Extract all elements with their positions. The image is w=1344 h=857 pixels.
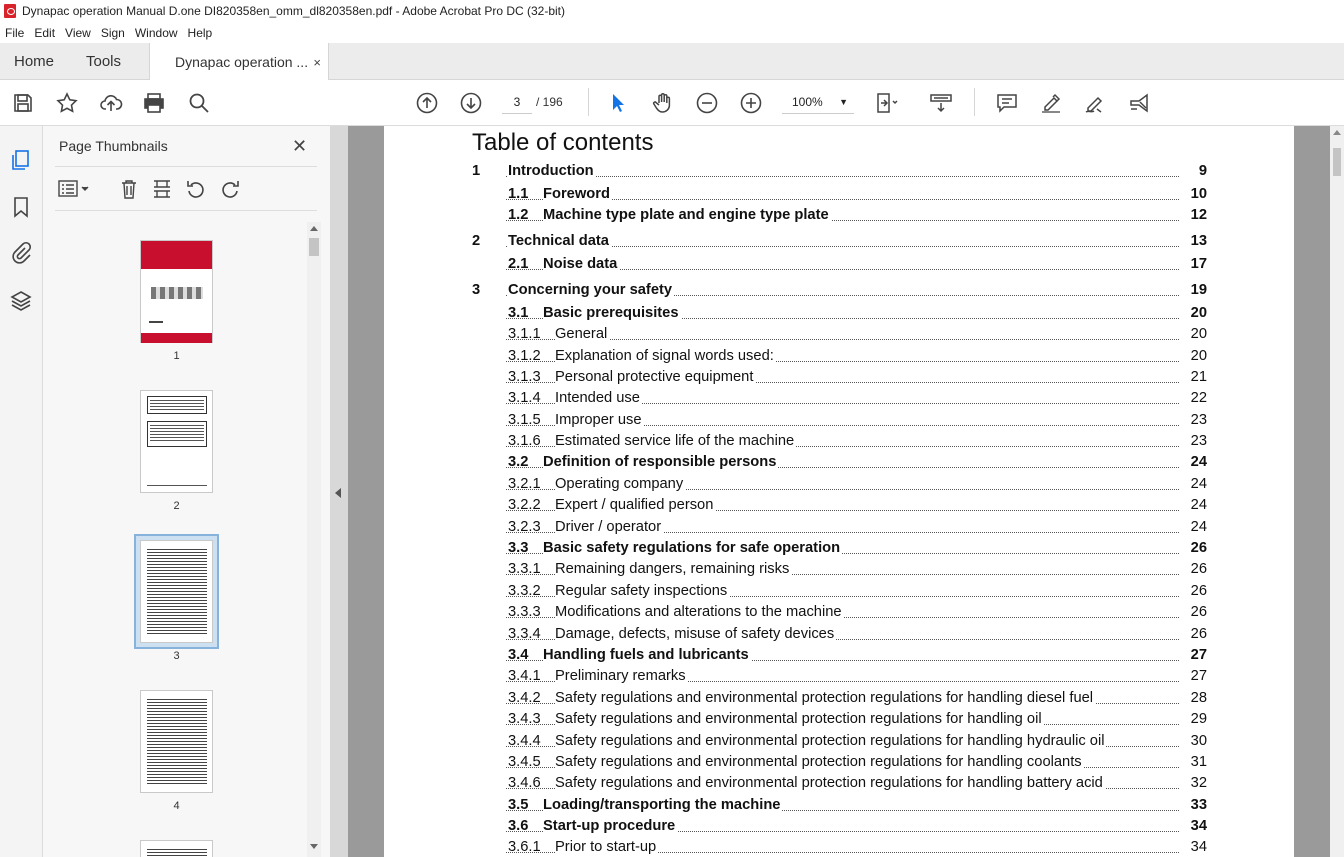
bookmarks-icon[interactable] bbox=[9, 195, 33, 219]
thumbnail-label: 2 bbox=[173, 500, 180, 512]
toc-entry-title: Basic prerequisites bbox=[543, 305, 679, 321]
select-pointer-icon[interactable] bbox=[606, 91, 630, 115]
thumbnail-scrollbar[interactable] bbox=[307, 222, 321, 857]
toc-entry[interactable] bbox=[384, 282, 1294, 302]
toc-entry[interactable] bbox=[384, 818, 1294, 838]
toc-entry-number: 3.2.3 bbox=[508, 519, 541, 535]
page-up-icon[interactable] bbox=[415, 91, 439, 115]
toc-entry[interactable] bbox=[384, 690, 1294, 710]
toc-entry-number: 3.4.6 bbox=[508, 775, 541, 791]
search-zoom-icon[interactable] bbox=[187, 91, 211, 115]
thumbnail-page-3[interactable] bbox=[140, 540, 213, 643]
navigation-rail bbox=[0, 126, 43, 857]
toc-entry[interactable] bbox=[384, 390, 1294, 410]
toc-entry-title: Regular safety inspections bbox=[555, 583, 728, 599]
upload-icon[interactable] bbox=[99, 91, 123, 115]
thumbnail-label: 1 bbox=[173, 350, 180, 362]
pdf-app-icon bbox=[4, 4, 16, 18]
toc-entry-page: 9 bbox=[1198, 163, 1207, 179]
document-scrollbar[interactable] bbox=[1330, 126, 1344, 857]
toc-entry[interactable] bbox=[384, 583, 1294, 603]
title-bar bbox=[0, 0, 1344, 22]
thumbnail-list bbox=[43, 224, 308, 857]
toc-entry-title: Remaining dangers, remaining risks bbox=[555, 561, 790, 577]
toc-entry-number: 1.1 bbox=[508, 186, 529, 202]
menu-sign[interactable]: Sign bbox=[100, 25, 125, 40]
toc-entry[interactable] bbox=[384, 668, 1294, 688]
toc-entry[interactable] bbox=[384, 305, 1294, 325]
thumbnail-label: 3 bbox=[173, 650, 180, 662]
toc-entry-number: 3.3.2 bbox=[508, 583, 541, 599]
scroll-up-icon[interactable] bbox=[310, 226, 318, 231]
toc-entry-page: 24 bbox=[1190, 476, 1207, 492]
menu-edit[interactable]: Edit bbox=[34, 25, 56, 40]
toc-entry-number: 3.4.4 bbox=[508, 733, 541, 749]
page-number-input[interactable]: 3 bbox=[502, 90, 532, 114]
toc-entry-title: Basic safety regulations for safe operation bbox=[543, 540, 841, 556]
thumbnail-page-4[interactable] bbox=[140, 690, 213, 793]
toc-entry-number: 3.2 bbox=[508, 454, 529, 470]
toc-entry-number: 3.2.2 bbox=[508, 497, 541, 513]
toc-entry[interactable] bbox=[384, 839, 1294, 857]
toc-entry-page: 34 bbox=[1190, 839, 1207, 855]
toc-entry[interactable] bbox=[384, 797, 1294, 817]
toc-entry-page: 24 bbox=[1190, 519, 1207, 535]
divider bbox=[55, 166, 317, 167]
toc-entry[interactable] bbox=[384, 561, 1294, 581]
tab-document-label: Dynapac operation ... bbox=[175, 54, 309, 70]
page-down-icon[interactable] bbox=[459, 91, 483, 115]
thumbnail-page-2[interactable] bbox=[140, 390, 213, 493]
toc-entry-number: 3 bbox=[472, 282, 481, 298]
toc-entry[interactable] bbox=[384, 497, 1294, 517]
toc-entry-title: Start-up procedure bbox=[543, 818, 676, 834]
toc-entry[interactable] bbox=[384, 540, 1294, 560]
toc-entry-title: Safety regulations and environmental protection regulations for handling diesel fuel bbox=[555, 690, 1094, 706]
toc-entry-title: Modifications and alterations to the machine bbox=[555, 604, 842, 620]
hand-icon[interactable] bbox=[651, 91, 675, 115]
thumbnail-options-icon[interactable] bbox=[57, 178, 93, 200]
toc-entry[interactable] bbox=[384, 256, 1294, 276]
toc-entry-page: 21 bbox=[1190, 369, 1207, 385]
toc-entry-page: 30 bbox=[1190, 733, 1207, 749]
page-thumbnails-icon[interactable] bbox=[9, 148, 33, 172]
toc-entry-title: Safety regulations and environmental protection regulations for handling coolants bbox=[555, 754, 1082, 770]
thumbnails-panel bbox=[43, 126, 330, 857]
toolbar-separator bbox=[588, 88, 589, 116]
toc-entry-title: Expert / qualified person bbox=[555, 497, 714, 513]
save-icon[interactable] bbox=[11, 91, 35, 115]
toc-entry-page: 23 bbox=[1190, 433, 1207, 449]
rotate-right-icon[interactable] bbox=[219, 178, 241, 200]
toc-entry-number: 3.1.2 bbox=[508, 348, 541, 364]
menu-help[interactable]: Help bbox=[187, 25, 213, 40]
toc-leader-dots bbox=[506, 176, 1179, 177]
toc-entry-number: 3.6 bbox=[508, 818, 529, 834]
toc-entry-page: 32 bbox=[1190, 775, 1207, 791]
thumbnail-label: 4 bbox=[173, 800, 180, 812]
toc-entry-number: 3.1.4 bbox=[508, 390, 541, 406]
zoom-in-icon[interactable] bbox=[739, 91, 763, 115]
zoom-out-icon[interactable] bbox=[695, 91, 719, 115]
rotate-left-icon[interactable] bbox=[185, 178, 207, 200]
toc-entry-title: Introduction bbox=[508, 163, 594, 179]
toc-entry[interactable] bbox=[384, 711, 1294, 731]
toc-entry[interactable] bbox=[384, 163, 1294, 183]
toc-entry-title: Personal protective equipment bbox=[555, 369, 754, 385]
scroll-mode-icon[interactable] bbox=[929, 91, 953, 115]
toc-entry-page: 20 bbox=[1190, 305, 1207, 321]
toc-entry-page: 10 bbox=[1190, 186, 1207, 202]
toc-entry-page: 26 bbox=[1190, 561, 1207, 577]
tab-tools[interactable]: Tools bbox=[86, 53, 122, 70]
thumbnail-page-5[interactable] bbox=[140, 840, 213, 857]
toc-entry-title: Estimated service life of the machine bbox=[555, 433, 795, 449]
toc-entry-number: 3.6.1 bbox=[508, 839, 541, 855]
toc-entry-page: 22 bbox=[1190, 390, 1207, 406]
close-panel-icon[interactable]: ✕ bbox=[292, 136, 308, 156]
toc-entry[interactable] bbox=[384, 733, 1294, 753]
toc-entry-number: 3.4.5 bbox=[508, 754, 541, 770]
toc-entry-number: 1 bbox=[472, 163, 481, 179]
zoom-dropdown[interactable] bbox=[782, 90, 854, 114]
toc-entry-number: 3.4.2 bbox=[508, 690, 541, 706]
delete-page-icon[interactable] bbox=[118, 178, 140, 200]
attachments-icon[interactable] bbox=[9, 241, 33, 265]
panel-splitter[interactable] bbox=[330, 126, 348, 857]
toc-entry-number: 3.1.3 bbox=[508, 369, 541, 385]
toc-entry-page: 26 bbox=[1190, 540, 1207, 556]
toc-entry-page: 17 bbox=[1190, 256, 1207, 272]
toc-entry-page: 33 bbox=[1190, 797, 1207, 813]
sign-icon[interactable] bbox=[1083, 91, 1107, 115]
toc-entry[interactable] bbox=[384, 476, 1294, 496]
toc-entry-title: Foreword bbox=[543, 186, 610, 202]
main-toolbar bbox=[0, 80, 1344, 126]
menu-window[interactable]: Window bbox=[134, 25, 178, 40]
layers-icon[interactable] bbox=[9, 289, 33, 313]
toc-entry-page: 26 bbox=[1190, 583, 1207, 599]
toc-entry-number: 2 bbox=[472, 233, 481, 249]
tab-document[interactable] bbox=[149, 43, 329, 81]
toc-entry-title: Safety regulations and environmental protection regulations for handling hydraulic oil bbox=[555, 733, 1105, 749]
toolbar-separator bbox=[974, 88, 975, 116]
window-title: Dynapac operation Manual D.one DI820358en_omm_dl820358en.pdf - Adobe Acrobat Pro DC (32-bit) bbox=[22, 4, 566, 18]
toc-entry[interactable] bbox=[384, 604, 1294, 624]
toc-entry[interactable] bbox=[384, 519, 1294, 539]
toc-entry-title: Loading/transporting the machine bbox=[543, 797, 781, 813]
tab-home[interactable]: Home bbox=[14, 53, 55, 70]
toc-entry-title: Damage, defects, misuse of safety devices bbox=[555, 626, 835, 642]
bookmark-star-icon[interactable] bbox=[55, 91, 79, 115]
toc-entry-title: Operating company bbox=[555, 476, 684, 492]
toc-entry-number: 3.3.4 bbox=[508, 626, 541, 642]
toc-entry-page: 27 bbox=[1190, 647, 1207, 663]
toc-entry[interactable] bbox=[384, 754, 1294, 774]
page-fit-icon[interactable] bbox=[875, 91, 899, 115]
print-icon[interactable] bbox=[142, 91, 166, 115]
toc-entry-number: 3.4 bbox=[508, 647, 529, 663]
toc-entry-number: 3.3.1 bbox=[508, 561, 541, 577]
redact-icon[interactable] bbox=[1127, 91, 1151, 115]
toc-entry-title: Concerning your safety bbox=[508, 282, 673, 298]
page-heading: Table of contents bbox=[472, 129, 654, 156]
panel-title: Page Thumbnails bbox=[59, 138, 168, 154]
toc-entry[interactable] bbox=[384, 626, 1294, 646]
comment-icon[interactable] bbox=[995, 91, 1019, 115]
toc-entry-title: Machine type plate and engine type plate bbox=[543, 207, 829, 223]
toc-entry-title: Technical data bbox=[508, 233, 609, 249]
toc-entry-number: 3.5 bbox=[508, 797, 529, 813]
toc-entry-page: 23 bbox=[1190, 412, 1207, 428]
chevron-down-icon: ▼ bbox=[839, 97, 848, 107]
toc-entry-title: Intended use bbox=[555, 390, 640, 406]
toc-entry[interactable] bbox=[384, 369, 1294, 389]
toc-entry-page: 20 bbox=[1190, 326, 1207, 342]
toc-entry-title: Noise data bbox=[543, 256, 618, 272]
extract-pages-icon[interactable] bbox=[151, 178, 173, 200]
toc-entry-number: 3.1 bbox=[508, 305, 529, 321]
toc-entry-title: General bbox=[555, 326, 608, 342]
scroll-up-icon[interactable] bbox=[1333, 130, 1341, 135]
toc-entry-page: 28 bbox=[1190, 690, 1207, 706]
toc-entry-number: 3.1.6 bbox=[508, 433, 541, 449]
divider bbox=[55, 210, 317, 211]
toc-entry-title: Explanation of signal words used: bbox=[555, 348, 774, 364]
toc-entry[interactable] bbox=[384, 348, 1294, 368]
toc-entry-page: 24 bbox=[1190, 454, 1207, 470]
toc-entry-page: 24 bbox=[1190, 497, 1207, 513]
scroll-thumb[interactable] bbox=[309, 238, 319, 256]
toc-entry-number: 1.2 bbox=[508, 207, 529, 223]
scroll-down-icon[interactable] bbox=[310, 844, 318, 849]
toc-entry-number: 3.3.3 bbox=[508, 604, 541, 620]
toc-entry-page: 29 bbox=[1190, 711, 1207, 727]
toc-entry-number: 3.4.3 bbox=[508, 711, 541, 727]
toc-entry-title: Handling fuels and lubricants bbox=[543, 647, 749, 663]
toc-entry-page: 31 bbox=[1190, 754, 1207, 770]
tab-bar bbox=[0, 43, 1344, 80]
toc-entry-title: Driver / operator bbox=[555, 519, 662, 535]
toc-entry-title: Prior to start-up bbox=[555, 839, 657, 855]
toc-entry-title: Definition of responsible persons bbox=[543, 454, 777, 470]
toc-entry-number: 3.1.5 bbox=[508, 412, 541, 428]
toc-entry-page: 26 bbox=[1190, 626, 1207, 642]
toc-entry[interactable] bbox=[384, 186, 1294, 206]
highlight-icon[interactable] bbox=[1039, 91, 1063, 115]
menu-bar bbox=[0, 22, 1344, 43]
toc-entry[interactable] bbox=[384, 207, 1294, 227]
toc-entry-page: 27 bbox=[1190, 668, 1207, 684]
toc-entry-page: 26 bbox=[1190, 604, 1207, 620]
close-tab-icon[interactable]: × bbox=[313, 54, 321, 70]
toc-entry[interactable] bbox=[384, 775, 1294, 795]
toc-entry[interactable] bbox=[384, 326, 1294, 346]
toc-entry-title: Safety regulations and environmental protection regulations for handling oil bbox=[555, 711, 1042, 727]
toc-entry-number: 3.1.1 bbox=[508, 326, 541, 342]
collapse-panel-icon[interactable] bbox=[335, 488, 341, 498]
toc-entry-number: 3.4.1 bbox=[508, 668, 541, 684]
toc-entry[interactable] bbox=[384, 647, 1294, 667]
menu-view[interactable]: View bbox=[65, 25, 91, 40]
toc-entry[interactable] bbox=[384, 412, 1294, 432]
page-total-label: / 196 bbox=[536, 95, 563, 109]
scroll-thumb[interactable] bbox=[1333, 148, 1341, 176]
toc-entry-page: 20 bbox=[1190, 348, 1207, 364]
toc-entry[interactable] bbox=[384, 233, 1294, 253]
toc-entry[interactable] bbox=[384, 433, 1294, 453]
toc-entry-number: 3.3 bbox=[508, 540, 529, 556]
toc-entry-title: Preliminary remarks bbox=[555, 668, 686, 684]
zoom-value: 100% bbox=[792, 95, 823, 109]
document-viewport bbox=[348, 126, 1330, 857]
toc-entry-page: 19 bbox=[1190, 282, 1207, 298]
toc-entry-title: Improper use bbox=[555, 412, 642, 428]
toc-entry[interactable] bbox=[384, 454, 1294, 474]
toc-entry-page: 12 bbox=[1190, 207, 1207, 223]
toc-entry-title: Safety regulations and environmental protection regulations for handling battery acid bbox=[555, 775, 1103, 791]
thumbnail-page-1[interactable] bbox=[140, 240, 213, 343]
toc-entry-number: 3.2.1 bbox=[508, 476, 541, 492]
toc-entry-number: 2.1 bbox=[508, 256, 529, 272]
toc-entry-page: 13 bbox=[1190, 233, 1207, 249]
pdf-page bbox=[384, 126, 1294, 857]
menu-file[interactable]: File bbox=[5, 25, 25, 40]
toc-entry-page: 34 bbox=[1190, 818, 1207, 834]
